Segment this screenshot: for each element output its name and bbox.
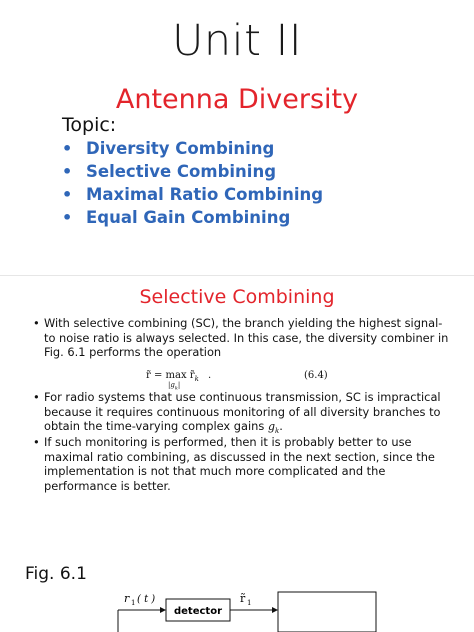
bullet-icon: •	[33, 390, 40, 404]
unit-title: Unit II	[171, 16, 303, 66]
topic-item	[62, 206, 323, 229]
slide-unit-ii	[0, 0, 474, 276]
output-label: r̃	[240, 592, 246, 605]
slide-selective-combining	[0, 276, 474, 632]
output-subscript: 1	[247, 599, 252, 607]
bullet-icon: •	[62, 208, 73, 227]
bullet-text: With selective combining (SC), the branch yielding the highest signal-to noise ratio is always selected. In this case, the diversity combiner in Fig. 6.1 performs the operation	[44, 316, 449, 360]
input-label: r	[124, 592, 130, 605]
bullet-icon: •	[62, 162, 73, 181]
block-diagram	[110, 590, 380, 632]
equation-6-4	[146, 370, 346, 392]
bullet-icon: •	[62, 139, 73, 158]
slide-subtitle: Antenna Diversity	[115, 84, 359, 115]
equation-number: (6.4)	[304, 370, 328, 381]
equation-dot: .	[208, 370, 212, 381]
figure-label: Fig. 6.1	[25, 564, 87, 584]
bullet-paragraph	[33, 435, 453, 493]
equation-subscript: k	[194, 375, 199, 383]
gain-symbol-sub: k	[274, 427, 280, 436]
equation-lhs: r̃ = max r̃	[146, 370, 195, 381]
topic-text: Selective Combining	[86, 162, 276, 181]
equation-expression	[146, 370, 212, 392]
bullet-paragraph	[33, 390, 453, 439]
topic-item	[62, 137, 323, 160]
topic-text: Maximal Ratio Combining	[86, 185, 324, 204]
bullet-text: If such monitoring is performed, then it is probably better to use maximal ratio combining, as discussed in the next section, since the implementation is not that much more complicated and the performance is better.	[44, 435, 435, 493]
input-argument: ( t )	[137, 594, 156, 605]
topic-text: Diversity Combining	[86, 139, 275, 158]
topic-item	[62, 183, 323, 206]
input-arrow-icon	[160, 607, 166, 613]
output-arrow-icon	[272, 607, 278, 613]
bullet-icon: •	[62, 185, 73, 204]
equation-under-text: |g	[168, 381, 175, 389]
bullet-paragraph	[33, 316, 453, 360]
equation-under-end: |	[177, 381, 181, 389]
topic-item	[62, 160, 323, 183]
topic-text: Equal Gain Combining	[86, 208, 291, 227]
bullet-icon: •	[33, 435, 40, 449]
gain-symbol-base: g	[267, 420, 275, 434]
equation-under-sub: k	[174, 385, 178, 392]
bullet-icon: •	[33, 316, 40, 330]
combiner-block	[278, 592, 376, 632]
topic-label: Topic:	[62, 114, 117, 136]
slide-title: Selective Combining	[139, 286, 335, 308]
bullet-end: .	[279, 419, 283, 434]
bullet-text: For radio systems that use continuous transmission, SC is impractical because it requires continuous monitoring of all diversity branches to obtain the time-varying complex gains	[44, 390, 441, 434]
topic-list	[62, 137, 323, 229]
bullet-text-wrapper	[33, 390, 453, 439]
detector-label: detector	[173, 606, 223, 617]
input-subscript: 1	[131, 599, 136, 607]
gain-symbol	[267, 420, 280, 436]
